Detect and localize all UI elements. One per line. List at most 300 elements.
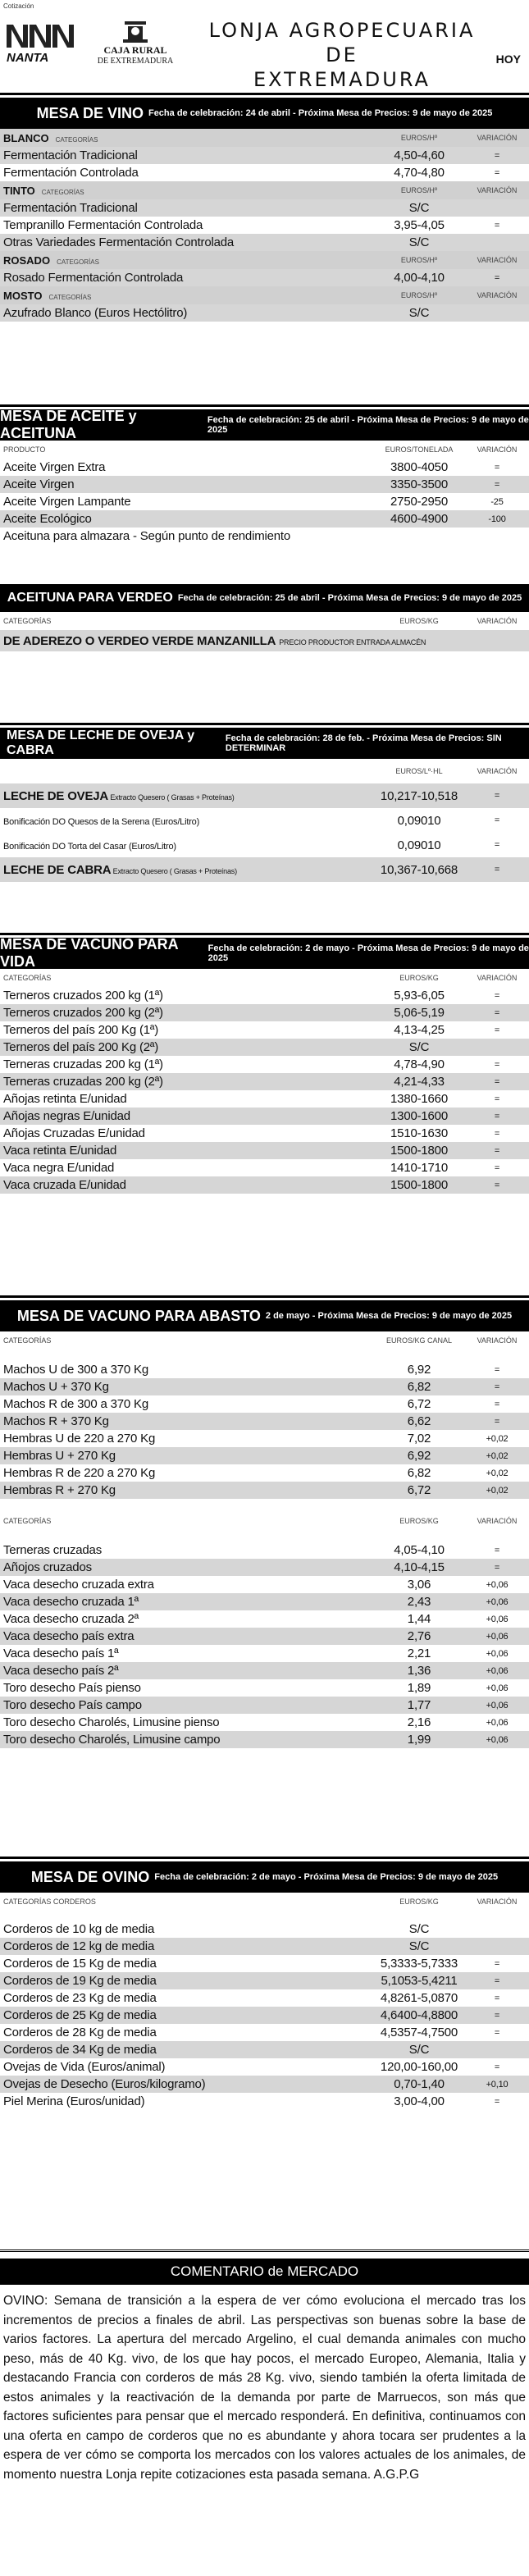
- hoy-logo: HOY: [495, 53, 521, 66]
- row-name: Añojas retinta E/unidad: [3, 1092, 127, 1106]
- table-row: [0, 510, 529, 528]
- section-dates: Fecha de celebración: 25 de abril - Próxima Mesa de Precios: 9 de mayo de 2025: [207, 415, 529, 435]
- row-price: 4,50-4,60: [394, 148, 445, 162]
- row-variation: +0,06: [486, 1665, 508, 1676]
- table-row: [0, 1176, 529, 1194]
- group-title: MOSTO: [3, 289, 43, 302]
- comentario-text: OVINO: Semana de transición a la espera de ver cómo evoluciona el mercado tras los incrementos de precios a finales de abril. Las perspectivas son buenas sobre la base de varios factores. La apertura del mercado Argelino, el cual demanda animales con mucho peso, más de 40 Kg. vivo, de los que hay pocos, el mercado Europeo, Alemania, Italia y destacando Francia con corderos de más 28 Kg. vivo, siendo también la oferta limitada de estos animales y la reactivación de la demanda por parte de Marruecos, son más que factores suficientes para pensar que el mercado responderá. En definitiva, continuamos con una oferta en campo de corderos que no es abundante y ahora tocara ser prudentes a la espera de ver cómo se comporta los mercados con los valores actuales de los animales, de momento nuestra Lonja repite cotizaciones esta pasada semana. A.G.P.G: [3, 2294, 526, 2482]
- row-variation: =: [494, 1993, 500, 2003]
- divider: [0, 723, 529, 725]
- row-price: 3,06: [407, 1578, 431, 1592]
- row-variation: =: [494, 1059, 500, 1070]
- row-variation: +0,02: [486, 1485, 508, 1496]
- section-dates: Fecha de celebración: 2 de mayo - Próxima Mesa de Precios: 9 de mayo de 2025: [154, 1872, 499, 1882]
- row-name: Vaca desecho cruzada extra: [3, 1578, 154, 1592]
- group-categories: CATEGORÍAS: [48, 293, 92, 301]
- row-price: 1,99: [407, 1733, 431, 1747]
- row-name: Añojos cruzados: [3, 1560, 92, 1574]
- row-name: Rosado Fermentación Controlada: [3, 271, 184, 285]
- column-header: [0, 1331, 529, 1350]
- section-comentario: [0, 2249, 529, 2491]
- row-variation: +0,06: [486, 1700, 508, 1710]
- table-row: [0, 1039, 529, 1056]
- row-name: Fermentación Tradicional: [3, 148, 138, 162]
- row-variation: +0,06: [486, 1596, 508, 1607]
- row-variation: =: [494, 1128, 500, 1139]
- row-variation: =: [494, 815, 500, 825]
- row-variation: =: [494, 479, 500, 490]
- row-price: S/C: [408, 1040, 430, 1054]
- row-price: 1410-1710: [390, 1161, 448, 1175]
- group-categories: CATEGORÍAS: [57, 258, 99, 266]
- row-name: Terneros del país 200 Kg (2ª): [3, 1040, 159, 1054]
- row-variation: +0,06: [486, 1614, 508, 1624]
- row-price: 4,70-4,80: [394, 166, 445, 180]
- row-name: Corderos de 34 Kg de media: [3, 2043, 157, 2057]
- row-variation: =: [494, 990, 500, 1001]
- table-row: [0, 2041, 529, 2058]
- section-dates: 2 de mayo - Próxima Mesa de Precios: 9 de mayo de 2025: [265, 1311, 513, 1321]
- row-price: 4,10-4,15: [394, 1560, 445, 1574]
- row-variation: =: [494, 1180, 500, 1190]
- row-price: 6,92: [407, 1449, 431, 1463]
- title-line-1: LONJA AGROPECUARIA DE: [208, 19, 476, 66]
- row-variation: =: [494, 1076, 500, 1087]
- table-row: [0, 1697, 529, 1714]
- col-price: EUROS/KG: [399, 974, 439, 982]
- group-name: [3, 290, 370, 302]
- column-header: [0, 969, 529, 987]
- group-name: [3, 185, 370, 197]
- table-row: [0, 1125, 529, 1142]
- svg-text:NANTA: NANTA: [7, 51, 49, 64]
- row-price: 2,76: [407, 1629, 431, 1643]
- table-row: [0, 1447, 529, 1464]
- table-row: [0, 1610, 529, 1628]
- table-row: [0, 1921, 529, 1938]
- section-bar-vacuno-vida: [0, 938, 529, 969]
- col-name: CATEGORÍAS: [3, 1517, 52, 1525]
- row-name: Machos U de 300 a 370 Kg: [3, 1363, 148, 1377]
- row-price: S/C: [408, 1939, 430, 1953]
- table-row: [0, 1090, 529, 1108]
- vino-table: [0, 129, 529, 322]
- table-row: [0, 1559, 529, 1576]
- row-name: Terneros cruzados 200 kg (1ª): [3, 989, 163, 1003]
- row-name: Vaca desecho país 2ª: [3, 1664, 119, 1678]
- col-name: CATEGORÍAS: [3, 617, 52, 625]
- table-row: [0, 164, 529, 181]
- row-price: 10,217-10,518: [380, 788, 458, 803]
- row-note: Extracto Quesero ( Grasas + Proteínas): [111, 866, 237, 875]
- row-price: 10,367-10,668: [380, 862, 458, 877]
- col-price: EUROS/Hº: [400, 134, 438, 142]
- section-verdeo: [0, 584, 529, 651]
- row-variation: =: [494, 840, 500, 850]
- row-variation: -25: [490, 496, 504, 507]
- row-name: DE ADEREZO O VERDEO VERDE MANZANILLA: [3, 633, 276, 648]
- row-price: 1,44: [407, 1612, 431, 1626]
- table-row: [0, 2076, 529, 2093]
- section-title: MESA DE LECHE DE OVEJA y CABRA: [7, 728, 195, 757]
- row-name: Añojas negras E/unidad: [3, 1109, 130, 1123]
- row-name-cell: [3, 863, 370, 877]
- table-row: [0, 1378, 529, 1395]
- row-variation: -100: [488, 514, 506, 524]
- table-row: [0, 493, 529, 510]
- svg-text:CAJA RURAL: CAJA RURAL: [103, 44, 167, 56]
- row-price: 3,95-4,05: [394, 218, 445, 232]
- section-aceite: [0, 402, 529, 545]
- table-row: [0, 199, 529, 217]
- row-price: 4,8261-5,0870: [380, 1991, 458, 2005]
- table-row: [0, 1955, 529, 1972]
- section-vacuno-vida: [0, 930, 529, 1194]
- col-price: EUROS/KG: [399, 617, 439, 625]
- caja-rural-logo-icon: [82, 20, 189, 66]
- section-ovino: [0, 1854, 529, 2110]
- group-title: ROSADO: [3, 253, 51, 267]
- row-variation: =: [494, 1958, 500, 1969]
- row-name-cell: [3, 814, 370, 828]
- row-price: 1,89: [407, 1681, 431, 1695]
- row-price: 5,3333-5,7333: [380, 1957, 458, 1971]
- row-name: Aceite Virgen Lampante: [3, 495, 131, 509]
- table-row: [0, 528, 529, 545]
- section-title: MESA DE OVINO: [30, 1868, 150, 1885]
- table-row: [0, 1021, 529, 1039]
- row-price: 1380-1660: [390, 1092, 448, 1106]
- row-variation: =: [494, 1382, 500, 1392]
- col-variation: VARIACIÓN: [477, 1517, 518, 1525]
- column-header: [0, 612, 529, 630]
- row-price: 4,00-4,10: [394, 271, 445, 285]
- divider: [0, 93, 529, 95]
- col-variation: VARIACIÓN: [477, 1898, 518, 1906]
- row-name: Hembras R + 270 Kg: [3, 1483, 116, 1497]
- row-price: S/C: [408, 201, 430, 215]
- row-price: 1300-1600: [390, 1109, 448, 1123]
- section-bar-ovino: [0, 1861, 529, 1893]
- row-name: Terneras cruzadas 200 kg (2ª): [3, 1075, 163, 1089]
- table-row: [0, 1628, 529, 1645]
- row-price: 6,82: [407, 1466, 431, 1480]
- row-variation: +0,06: [486, 1648, 508, 1659]
- table-row: [0, 269, 529, 286]
- row-price: 1500-1800: [390, 1144, 448, 1158]
- row-price: 4600-4900: [390, 512, 448, 526]
- page-title: [190, 18, 494, 92]
- row-price: 1500-1800: [390, 1178, 448, 1192]
- row-name: Bonificación DO Quesos de la Serena (Euros/Litro): [3, 816, 200, 827]
- vacuno-abasto-table: [0, 1361, 529, 1499]
- row-name: Corderos de 15 Kg de media: [3, 1957, 157, 1971]
- row-name: Hembras U de 220 a 270 Kg: [3, 1432, 156, 1446]
- row-name: LECHE DE CABRA: [3, 862, 112, 877]
- col-name: CATEGORÍAS: [3, 974, 52, 982]
- table-row: [0, 304, 529, 322]
- section-dates: Fecha de celebración: 28 de feb. - Próxima Mesa de Precios: SIN DETERMINAR: [225, 733, 502, 753]
- row-variation: =: [494, 150, 500, 161]
- leche-table: [0, 783, 529, 882]
- section-title: MESA DE VINO: [36, 104, 144, 121]
- row-name: Añojas Cruzadas E/unidad: [3, 1126, 145, 1140]
- group-title: TINTO: [3, 184, 35, 197]
- table-row: [0, 1430, 529, 1447]
- row-variation: =: [494, 2027, 500, 2038]
- row-name: Vaca retinta E/unidad: [3, 1144, 117, 1158]
- nanta-logo-icon: [5, 21, 75, 64]
- table-row: [0, 1004, 529, 1021]
- row-name: Vaca desecho cruzada 1ª: [3, 1595, 139, 1609]
- table-row: [0, 147, 529, 164]
- row-name: LECHE DE OVEJA: [3, 788, 109, 803]
- row-name: Toro desecho País pienso: [3, 1681, 141, 1695]
- row-price: 6,72: [407, 1397, 431, 1411]
- row-variation: +0,06: [486, 1734, 508, 1745]
- group-header: [0, 251, 529, 269]
- col-price: EUROS/Hº: [400, 291, 438, 299]
- col-price: EUROS/Hº: [400, 256, 438, 264]
- table-row: [0, 833, 529, 857]
- col-name: CATEGORÍAS: [3, 1336, 52, 1345]
- row-name: Hembras R de 220 a 270 Kg: [3, 1466, 156, 1480]
- section-vacuno-abasto: [0, 1293, 529, 1748]
- row-name: Piel Merina (Euros/unidad): [3, 2094, 145, 2108]
- row-name: Ovejas de Desecho (Euros/kilogramo): [3, 2077, 206, 2091]
- row-name: Bonificación DO Torta del Casar (Euros/Litro): [3, 841, 176, 852]
- table-row: [0, 1361, 529, 1378]
- table-row: [0, 1576, 529, 1593]
- row-price: 2,21: [407, 1647, 431, 1660]
- row-name: Toro desecho Charolés, Limusine pienso: [3, 1715, 220, 1729]
- table-row: [0, 987, 529, 1004]
- row-name: Terneras cruzadas: [3, 1543, 102, 1557]
- section-bar-vacuno-abasto: [0, 1300, 529, 1331]
- table-row: [0, 1464, 529, 1482]
- col-variation: VARIACIÓN: [477, 256, 518, 264]
- row-name: Ovejas de Vida (Euros/animal): [3, 2060, 166, 2074]
- row-price: 6,92: [407, 1363, 431, 1377]
- row-price: 1510-1630: [390, 1126, 448, 1140]
- row-name: Otras Variedades Fermentación Controlada: [3, 235, 235, 249]
- row-name: Fermentación Tradicional: [3, 201, 138, 215]
- section-dates: Fecha de celebración: 2 de mayo - Próxima Mesa de Precios: 9 de mayo de 2025: [207, 943, 529, 963]
- col-variation: VARIACIÓN: [477, 186, 518, 194]
- row-variation: +0,06: [486, 1717, 508, 1728]
- group-name: [3, 254, 370, 267]
- table-row: [0, 2024, 529, 2041]
- vacuno-vida-table: [0, 987, 529, 1194]
- divider: [0, 933, 529, 935]
- row-name: Vaca negra E/unidad: [3, 1161, 115, 1175]
- table-row: [0, 1731, 529, 1748]
- table-row: [0, 1662, 529, 1679]
- table-row: [0, 1159, 529, 1176]
- row-price: 4,21-4,33: [394, 1075, 445, 1089]
- nanta-logo: [5, 21, 75, 64]
- row-variation: =: [494, 2062, 500, 2072]
- col-price: EUROS/Hº: [400, 186, 438, 194]
- vacuno-abasto-table-2: [0, 1541, 529, 1748]
- row-price: 5,93-6,05: [394, 989, 445, 1003]
- row-variation: =: [494, 1007, 500, 1018]
- table-row: [0, 1593, 529, 1610]
- row-price: 6,72: [407, 1483, 431, 1497]
- row-price: 5,06-5,19: [394, 1006, 445, 1020]
- column-header: [0, 759, 529, 783]
- group-categories: CATEGORÍAS: [41, 188, 84, 196]
- group-header: [0, 129, 529, 147]
- col-variation: VARIACIÓN: [477, 1336, 518, 1345]
- row-name: Corderos de 28 Kg de media: [3, 2026, 157, 2039]
- row-variation: +0,02: [486, 1450, 508, 1461]
- col-variation: VARIACIÓN: [477, 767, 518, 775]
- row-price: 4,5357-4,7500: [380, 2026, 458, 2039]
- table-row: [0, 857, 529, 882]
- table-row: [0, 1108, 529, 1125]
- table-row: [0, 2007, 529, 2024]
- row-variation: =: [494, 1399, 500, 1409]
- section-bar-leche: [0, 728, 529, 759]
- row-variation: =: [494, 220, 500, 231]
- col-variation: VARIACIÓN: [477, 445, 518, 454]
- table-row: [0, 1989, 529, 2007]
- row-price: 3350-3500: [390, 477, 448, 491]
- row-price: 3,00-4,00: [394, 2094, 445, 2108]
- section-dates: Fecha de celebración: 25 de abril - Próxima Mesa de Precios: 9 de mayo de 2025: [177, 593, 522, 603]
- row-variation: +0,06: [486, 1579, 508, 1590]
- row-name: Toro desecho Charolés, Limusine campo: [3, 1733, 221, 1747]
- row-price: 4,6400-4,8800: [380, 2008, 458, 2022]
- row-variation: =: [494, 167, 500, 178]
- row-name: Aceite Virgen Extra: [3, 460, 106, 474]
- divider: [0, 1295, 529, 1298]
- row-name: Toro desecho País campo: [3, 1698, 142, 1712]
- section-title: ACEITUNA PARA VERDEO: [7, 591, 173, 605]
- row-variation: =: [494, 2010, 500, 2021]
- title-line-2: EXTREMADURA: [253, 68, 431, 91]
- row-price: 120,00-160,00: [380, 2060, 458, 2074]
- table-row: [0, 1645, 529, 1662]
- section-leche: [0, 720, 529, 882]
- column-header: [0, 1893, 529, 1911]
- row-name-cell: [3, 838, 370, 852]
- row-price: 3800-4050: [390, 460, 448, 474]
- row-name: Hembras U + 270 Kg: [3, 1449, 116, 1463]
- col-variation: VARIACIÓN: [477, 291, 518, 299]
- group-header: [0, 181, 529, 199]
- section-dates: Fecha de celebración: 24 de abril - Próxima Mesa de Precios: 9 de mayo de 2025: [148, 108, 493, 118]
- row-variation: =: [494, 2096, 500, 2107]
- row-variation: =: [494, 1111, 500, 1121]
- row-variation: +0,02: [486, 1433, 508, 1444]
- row-variation: =: [494, 1364, 500, 1375]
- row-price: 0,09010: [397, 813, 441, 828]
- row-variation: =: [494, 1545, 500, 1555]
- row-variation: +0,10: [486, 2079, 508, 2090]
- row-price: 4,05-4,10: [394, 1543, 445, 1557]
- row-name: Machos U + 370 Kg: [3, 1380, 109, 1394]
- row-price: 4,13-4,25: [394, 1023, 445, 1037]
- row-name: Vaca desecho cruzada 2ª: [3, 1612, 139, 1626]
- col-price: EUROS/Lº·HL: [395, 767, 443, 775]
- table-row: [0, 476, 529, 493]
- section-vino: [0, 90, 529, 322]
- row-variation: =: [494, 1416, 500, 1427]
- col-variation: VARIACIÓN: [477, 974, 518, 982]
- table-row: [0, 1972, 529, 1989]
- row-price: 6,82: [407, 1380, 431, 1394]
- table-row: [0, 630, 529, 651]
- table-row: [0, 234, 529, 251]
- row-name: Corderos de 10 kg de media: [3, 1922, 155, 1936]
- table-row: [0, 1056, 529, 1073]
- row-price: 2,16: [407, 1715, 431, 1729]
- col-name: CATEGORÍAS CORDEROS: [3, 1898, 96, 1906]
- divider: [0, 1857, 529, 1859]
- table-row: [0, 217, 529, 234]
- table-row: [0, 459, 529, 476]
- header-tag: Cotización: [3, 2, 34, 10]
- row-name: Machos R de 300 a 370 Kg: [3, 1397, 148, 1411]
- row-price: S/C: [408, 1922, 430, 1936]
- row-price: 0,09010: [397, 838, 441, 852]
- row-name: Vaca desecho país 1ª: [3, 1647, 119, 1660]
- row-note: PRECIO PRODUCTOR ENTRADA ALMACÉN: [279, 637, 426, 646]
- col-price: EUROS/KG CANAL: [385, 1336, 453, 1345]
- table-row: [0, 1142, 529, 1159]
- section-title: MESA DE VACUNO PARA ABASTO: [16, 1307, 261, 1324]
- row-name: Vaca cruzada E/unidad: [3, 1178, 126, 1192]
- row-price: 2,43: [407, 1595, 431, 1609]
- col-price: EUROS/KG: [399, 1517, 439, 1525]
- col-variation: VARIACIÓN: [477, 134, 518, 142]
- row-name: Azufrado Blanco (Euros Hectólitro): [3, 306, 188, 320]
- row-name: Terneras cruzadas 200 kg (1ª): [3, 1057, 163, 1071]
- aceite-table: [0, 459, 529, 545]
- row-name: Tempranillo Fermentación Controlada: [3, 218, 203, 232]
- row-variation: =: [494, 1562, 500, 1573]
- table-row: [0, 2058, 529, 2076]
- row-name: Corderos de 12 kg de media: [3, 1939, 155, 1953]
- group-title: BLANCO: [3, 131, 49, 144]
- row-variation: =: [494, 1145, 500, 1156]
- table-row: [0, 1714, 529, 1731]
- section-bar-aceite: [0, 409, 529, 441]
- row-variation: =: [494, 791, 500, 801]
- row-variation: =: [494, 1975, 500, 1986]
- row-variation: =: [494, 272, 500, 283]
- row-note: Extracto Quesero ( Grasas + Proteínas): [108, 792, 235, 802]
- svg-text:DE EXTREMADURA: DE EXTREMADURA: [97, 57, 174, 66]
- row-variation: =: [494, 865, 500, 875]
- table-row: [0, 808, 529, 833]
- table-row: [0, 1413, 529, 1430]
- ovino-table: [0, 1921, 529, 2110]
- row-price: 5,1053-5,4211: [381, 1974, 458, 1988]
- row-name: Aceituna para almazara - Según punto de rendimiento: [3, 529, 291, 543]
- table-row: [0, 1541, 529, 1559]
- row-variation: +0,06: [486, 1683, 508, 1693]
- table-row: [0, 2093, 529, 2110]
- section-bar-verdeo: [0, 584, 529, 612]
- row-variation: =: [494, 1094, 500, 1104]
- section-bar-vino: [0, 98, 529, 129]
- row-variation: =: [494, 1162, 500, 1173]
- row-variation: +0,06: [486, 1631, 508, 1642]
- col-name: PRODUCTO: [3, 445, 46, 454]
